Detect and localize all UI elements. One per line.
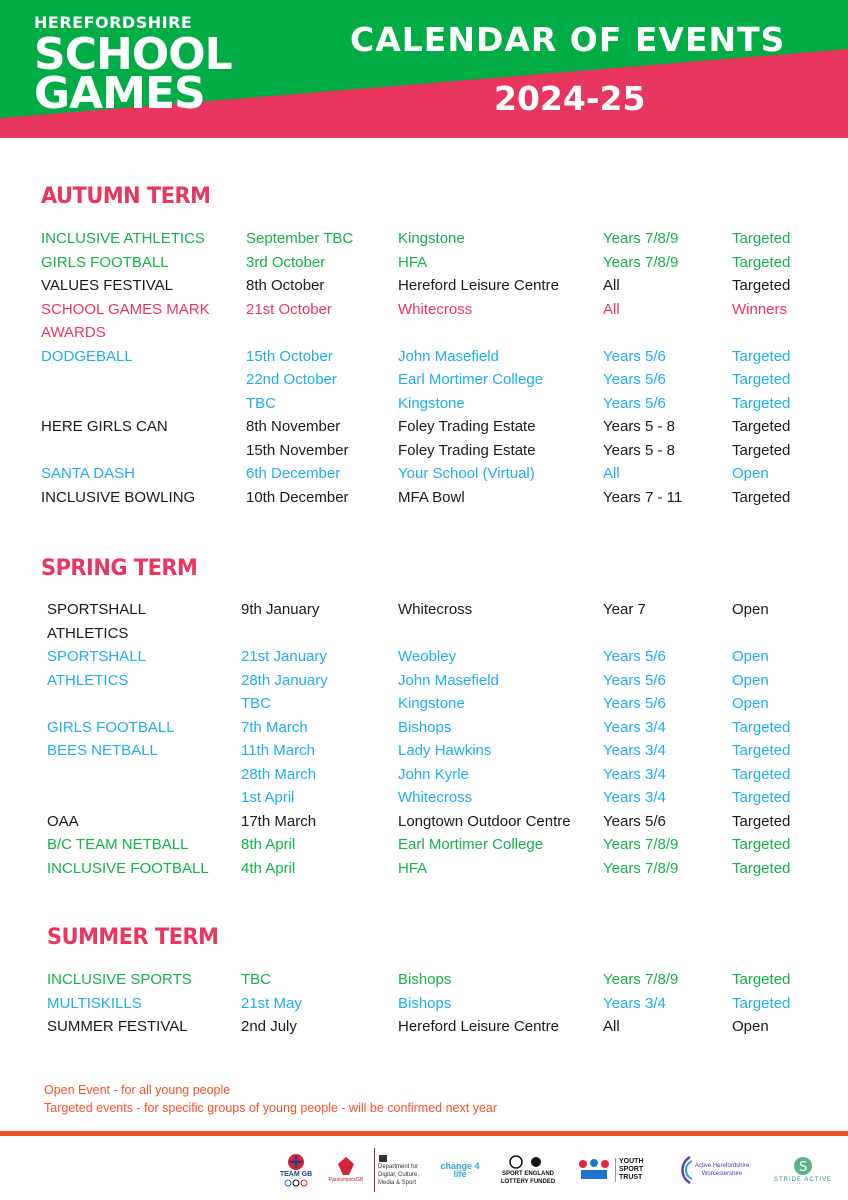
- event-date: 10th December: [246, 488, 349, 506]
- event-years: Years 5/6: [603, 347, 666, 365]
- event-date: 28th March: [241, 765, 317, 783]
- event-venue: Kingstone: [398, 695, 465, 712]
- dcms-crest-icon: [378, 1154, 388, 1163]
- event-date: 8th November: [246, 418, 341, 435]
- event-type: Targeted: [732, 441, 791, 459]
- event-name: SANTA DASH: [41, 465, 135, 482]
- event-date: 11th March: [241, 742, 315, 759]
- event-date: 15th October: [246, 347, 333, 365]
- event-venue: Weobley: [398, 648, 457, 665]
- event-type: Targeted: [732, 394, 791, 412]
- change4life-icon: change 4 life: [440, 1161, 480, 1179]
- event-type: Targeted: [732, 230, 791, 247]
- event-date: 8th April: [241, 836, 296, 853]
- event-name: SPORTSHALL: [47, 648, 146, 665]
- table-row: [0, 763, 848, 786]
- event-name: HERE GIRLS CAN: [41, 418, 168, 435]
- logo-line-herefordshire: HEREFORDSHIRE: [34, 13, 193, 32]
- event-venue: Kingstone: [398, 394, 465, 412]
- event-date: 4th April: [241, 859, 296, 877]
- event-venue: Bishops: [398, 971, 452, 988]
- note-targeted-events: Targeted events - for specific groups of young people - will be confirmed next year: [44, 1101, 498, 1115]
- event-venue: HFA: [398, 253, 428, 271]
- event-venue: Whitecross: [398, 789, 473, 806]
- youth-sport-trust-icon: [577, 1158, 611, 1182]
- event-date: TBC: [241, 695, 271, 712]
- note-open-event: Open Event - for all young people: [44, 1083, 231, 1097]
- event-venue: Whitecross: [398, 300, 473, 318]
- table-row: [0, 857, 848, 880]
- event-venue: John Kyrle: [398, 765, 469, 783]
- table-row: [0, 251, 848, 274]
- event-years: All: [603, 300, 620, 318]
- event-venue: Longtown Outdoor Centre: [398, 812, 571, 830]
- event-venue: HFA: [398, 859, 428, 877]
- event-years: Years 5/6: [603, 695, 666, 712]
- paralympics-gb-icon: [337, 1156, 355, 1176]
- sponsor-team-gb: TEAM GB: [278, 1148, 314, 1192]
- svg-text:S: S: [799, 1160, 808, 1175]
- table-row: [0, 598, 848, 621]
- event-name: VALUES FESTIVAL: [41, 277, 173, 294]
- event-date: 17th March: [241, 812, 317, 830]
- event-name: AWARDS: [41, 324, 106, 341]
- event-type: Open: [732, 671, 769, 689]
- event-date: September TBC: [246, 230, 354, 247]
- event-years: Years 5/6: [603, 671, 666, 689]
- event-type: Targeted: [732, 347, 791, 365]
- event-type: Targeted: [732, 488, 791, 506]
- event-years: Years 3/4: [603, 765, 666, 783]
- table-row: [0, 645, 848, 668]
- event-type: Winners: [732, 300, 788, 318]
- table-row: [0, 345, 848, 368]
- footer-divider: [0, 1131, 848, 1136]
- table-row: [0, 486, 848, 509]
- event-date: 21st October: [246, 300, 332, 318]
- event-years: All: [603, 465, 620, 482]
- lottery-fingers-icon: [508, 1154, 548, 1170]
- event-type: Targeted: [732, 742, 791, 759]
- event-years: Year 7: [603, 601, 646, 618]
- event-date: TBC: [241, 971, 271, 988]
- page-year: 2024-25: [494, 79, 646, 118]
- event-venue: Lady Hawkins: [398, 742, 492, 759]
- event-date: 15th November: [246, 441, 349, 459]
- event-venue: Earl Mortimer College: [398, 836, 544, 853]
- event-date: 3rd October: [246, 253, 326, 271]
- event-venue: Kingstone: [398, 230, 465, 247]
- event-years: Years 7/8/9: [603, 836, 679, 853]
- event-name: INCLUSIVE BOWLING: [41, 488, 196, 506]
- event-years: Years 3/4: [603, 994, 666, 1012]
- event-years: All: [603, 277, 620, 294]
- table-row: [0, 298, 848, 321]
- event-years: All: [603, 1018, 620, 1035]
- term-heading-spring: SPRING TERM: [41, 556, 198, 581]
- logo-line-school: SCHOOL: [34, 29, 232, 80]
- event-name: GIRLS FOOTBALL: [47, 718, 175, 736]
- event-name: INCLUSIVE ATHLETICS: [41, 230, 205, 247]
- event-date: 7th March: [241, 718, 308, 736]
- table-row: [0, 1015, 848, 1038]
- sponsor-stride-active: S STRIDE ACTIVE: [774, 1148, 832, 1192]
- event-years: Years 7 - 11: [603, 488, 683, 506]
- event-years: Years 7/8/9: [603, 971, 679, 988]
- event-years: Years 5/6: [603, 812, 666, 830]
- logo-line-games: GAMES: [34, 68, 205, 119]
- event-date: 1st April: [241, 789, 295, 806]
- event-venue: MFA Bowl: [398, 488, 465, 506]
- sponsor-dcms: Department for Digital, Culture, Media & Sport: [374, 1148, 428, 1192]
- event-type: Targeted: [732, 253, 791, 271]
- event-venue: Whitecross: [398, 601, 473, 618]
- event-type: Open: [732, 465, 769, 482]
- event-years: Years 7/8/9: [603, 859, 679, 877]
- event-name: ATHLETICS: [47, 624, 129, 642]
- table-row: [0, 462, 848, 485]
- event-years: Years 5 - 8: [603, 441, 675, 459]
- table-row: [0, 968, 848, 991]
- event-name: ATHLETICS: [47, 671, 129, 689]
- event-type: Targeted: [732, 765, 791, 783]
- table-row: [0, 716, 848, 739]
- table-row: [0, 392, 848, 415]
- event-type: Targeted: [732, 418, 791, 435]
- event-name: SPORTSHALL: [47, 601, 146, 618]
- event-date: 22nd October: [246, 371, 337, 388]
- event-name: GIRLS FOOTBALL: [41, 253, 169, 271]
- school-games-logo: [34, 13, 232, 119]
- event-date: 8th October: [246, 277, 325, 294]
- olympic-rings-icon: [283, 1179, 309, 1187]
- event-years: Years 7/8/9: [603, 230, 679, 247]
- event-years: Years 5/6: [603, 648, 666, 665]
- event-years: Years 5/6: [603, 371, 666, 388]
- event-years: Years 5 - 8: [603, 418, 675, 435]
- event-venue: Your School (Virtual): [398, 465, 535, 482]
- event-years: Years 3/4: [603, 742, 666, 759]
- table-row: [0, 810, 848, 833]
- event-type: Targeted: [732, 718, 791, 736]
- event-venue: Earl Mortimer College: [398, 371, 544, 388]
- event-venue: John Masefield: [398, 347, 499, 365]
- event-date: 2nd July: [241, 1018, 297, 1035]
- active-swoosh-icon: [678, 1155, 692, 1185]
- sponsor-lottery-sport-england: SPORT ENGLAND LOTTERY FUNDED: [495, 1148, 561, 1192]
- event-type: Open: [732, 648, 769, 665]
- event-type: Targeted: [732, 859, 791, 877]
- page-title: CALENDAR OF EVENTS: [350, 20, 786, 59]
- header-banner: [0, 0, 848, 138]
- term-heading-autumn: AUTUMN TERM: [41, 184, 211, 209]
- event-type: Open: [732, 601, 769, 618]
- event-venue: Foley Trading Estate: [398, 441, 536, 459]
- event-name: OAA: [47, 812, 79, 830]
- event-venue: Hereford Leisure Centre: [398, 277, 559, 294]
- event-name: BEES NETBALL: [47, 742, 158, 759]
- event-name: DODGEBALL: [41, 347, 133, 365]
- event-name: SUMMER FESTIVAL: [47, 1018, 188, 1035]
- table-row: [0, 227, 848, 250]
- table-row: [0, 992, 848, 1015]
- event-name: MULTISKILLS: [47, 994, 142, 1012]
- sponsor-active: Active Herefordshire Worcestershire: [676, 1148, 754, 1192]
- table-row: [0, 368, 848, 391]
- event-type: Targeted: [732, 789, 791, 806]
- table-row: [0, 833, 848, 856]
- sponsor-youth-sport-trust: YOUTH SPORT TRUST: [576, 1148, 656, 1192]
- event-name: INCLUSIVE FOOTBALL: [47, 859, 209, 877]
- event-name: SCHOOL GAMES MARK: [41, 300, 210, 318]
- event-venue: Foley Trading Estate: [398, 418, 536, 435]
- event-years: Years 3/4: [603, 789, 666, 806]
- event-years: Years 5/6: [603, 394, 666, 412]
- event-type: Targeted: [732, 971, 791, 988]
- event-type: Targeted: [732, 836, 791, 853]
- event-date: 21st May: [241, 994, 302, 1012]
- event-date: 28th January: [241, 671, 328, 689]
- table-row: [0, 786, 848, 809]
- event-date: 6th December: [246, 465, 341, 482]
- event-date: TBC: [246, 394, 276, 412]
- table-row: [0, 622, 848, 645]
- event-venue: Bishops: [398, 994, 452, 1012]
- event-years: Years 7/8/9: [603, 253, 679, 271]
- table-row: [0, 321, 848, 344]
- event-type: Targeted: [732, 994, 791, 1012]
- event-date: 21st January: [241, 648, 327, 665]
- event-venue: Hereford Leisure Centre: [398, 1018, 559, 1035]
- sponsor-change4life: [438, 1148, 482, 1192]
- event-type: Targeted: [732, 812, 791, 830]
- event-name: INCLUSIVE SPORTS: [47, 971, 192, 988]
- event-years: Years 3/4: [603, 718, 666, 736]
- event-date: 9th January: [241, 601, 320, 618]
- event-type: Open: [732, 695, 769, 712]
- term-heading-summer: SUMMER TERM: [47, 925, 219, 950]
- sponsor-paralympics-gb: ParalympicsGB: [328, 1148, 364, 1192]
- event-venue: John Masefield: [398, 671, 499, 689]
- team-gb-lion-icon: [287, 1153, 305, 1171]
- table-row: [0, 692, 848, 715]
- table-row: [0, 739, 848, 762]
- table-row: [0, 669, 848, 692]
- event-type: Open: [732, 1018, 769, 1035]
- stride-s-icon: [793, 1156, 813, 1176]
- event-venue: Bishops: [398, 718, 452, 736]
- event-type: Targeted: [732, 371, 791, 388]
- event-name: B/C TEAM NETBALL: [47, 836, 189, 853]
- table-row: [0, 415, 848, 438]
- table-row: [0, 274, 848, 297]
- table-row: [0, 439, 848, 462]
- event-type: Targeted: [732, 277, 791, 294]
